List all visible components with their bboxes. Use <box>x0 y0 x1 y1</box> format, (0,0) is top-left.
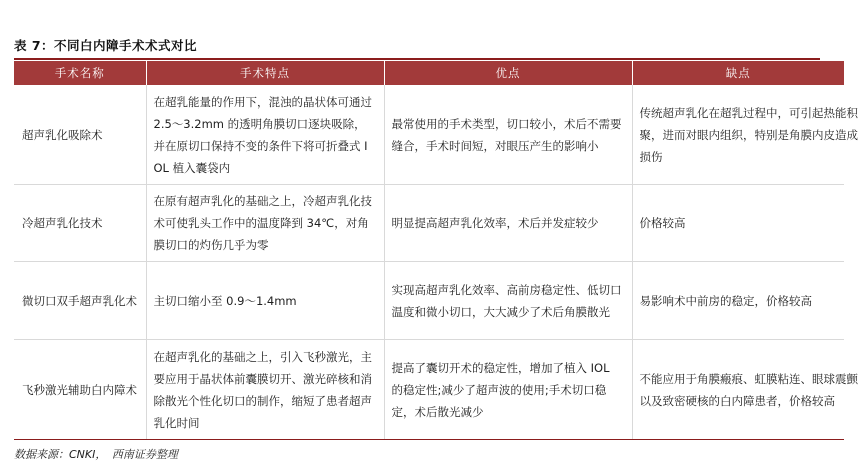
cell-surgery-name: 微切口双手超声乳化术 <box>14 262 146 340</box>
cell-pros: 提高了囊切开术的稳定性，增加了植入 IOL 的稳定性;减少了超声波的使用;手术切口稳定，术后散光减少 <box>384 340 632 440</box>
cell-cons <box>632 262 844 340</box>
cell-features: 主切口缩小至 0.9～1.4mm <box>146 262 384 340</box>
header-pros: 优点 <box>384 61 632 85</box>
table-header-row <box>14 61 844 85</box>
cell-features: 在原有超声乳化的基础之上，冷超声乳化技术可使乳头工作中的温度降到 34℃，对角膜切口的灼伤几乎为零 <box>146 185 384 262</box>
comparison-table <box>14 61 858 440</box>
cell-pros: 最常使用的手术类型，切口较小，术后不需要缝合，手术时间短，对眼压产生的影响小 <box>384 85 632 185</box>
cell-cons <box>632 85 858 185</box>
cell-features: 在超声乳化的基础之上，引入飞秒激光，主要应用于晶状体前囊膜切开、激光碎核和消除散光个性化切口的制作，缩短了患者超声乳化时间 <box>146 340 384 440</box>
table-row <box>14 85 844 185</box>
cell-surgery-name: 冷超声乳化技术 <box>14 185 146 262</box>
cell-pros: 实现高超声乳化效率、高前房稳定性、低切口温度和微小切口，大大减少了术后角膜散光 <box>384 262 632 340</box>
header-surgery-name: 手术名称 <box>14 61 146 85</box>
header-cons: 缺点 <box>632 61 844 85</box>
cell-features: 在超乳能量的作用下，混浊的晶状体可通过 2.5～3.2mm 的透明角膜切口逐块吸除，并在原切口保持不变的条件下将可折叠式 IOL 植入囊袋内 <box>146 85 384 185</box>
header-features: 手术特点 <box>146 61 384 85</box>
table-row <box>14 262 844 340</box>
cons-text: 易影响术中前房的稳定，价格较高 <box>639 293 812 308</box>
cell-surgery-name: 超声乳化吸除术 <box>14 85 146 185</box>
table-title: 表 7：不同白内障手术术式对比 <box>14 38 198 53</box>
table-row <box>14 185 844 262</box>
cons-text: 价格较高 <box>639 216 686 230</box>
cell-surgery-name: 飞秒激光辅助白内障术 <box>14 340 146 440</box>
cons-text: 不能应用于角膜瘢痕、虹膜粘连、眼球震颤以及致密硬核的白内障患者，价格较高 <box>639 371 858 408</box>
title-rule <box>14 58 820 60</box>
data-source-note: 数据来源：CNKI， 西南证券整理 <box>14 448 178 461</box>
cell-pros: 明显提高超声乳化效率，术后并发症较少 <box>384 185 632 262</box>
cons-text: 传统超声乳化在超乳过程中，可引起热能积聚，进而对眼内组织，特别是角膜内皮造成损伤 <box>639 105 858 164</box>
table-row <box>14 340 844 440</box>
cell-cons <box>632 340 858 440</box>
cell-cons <box>632 185 844 262</box>
